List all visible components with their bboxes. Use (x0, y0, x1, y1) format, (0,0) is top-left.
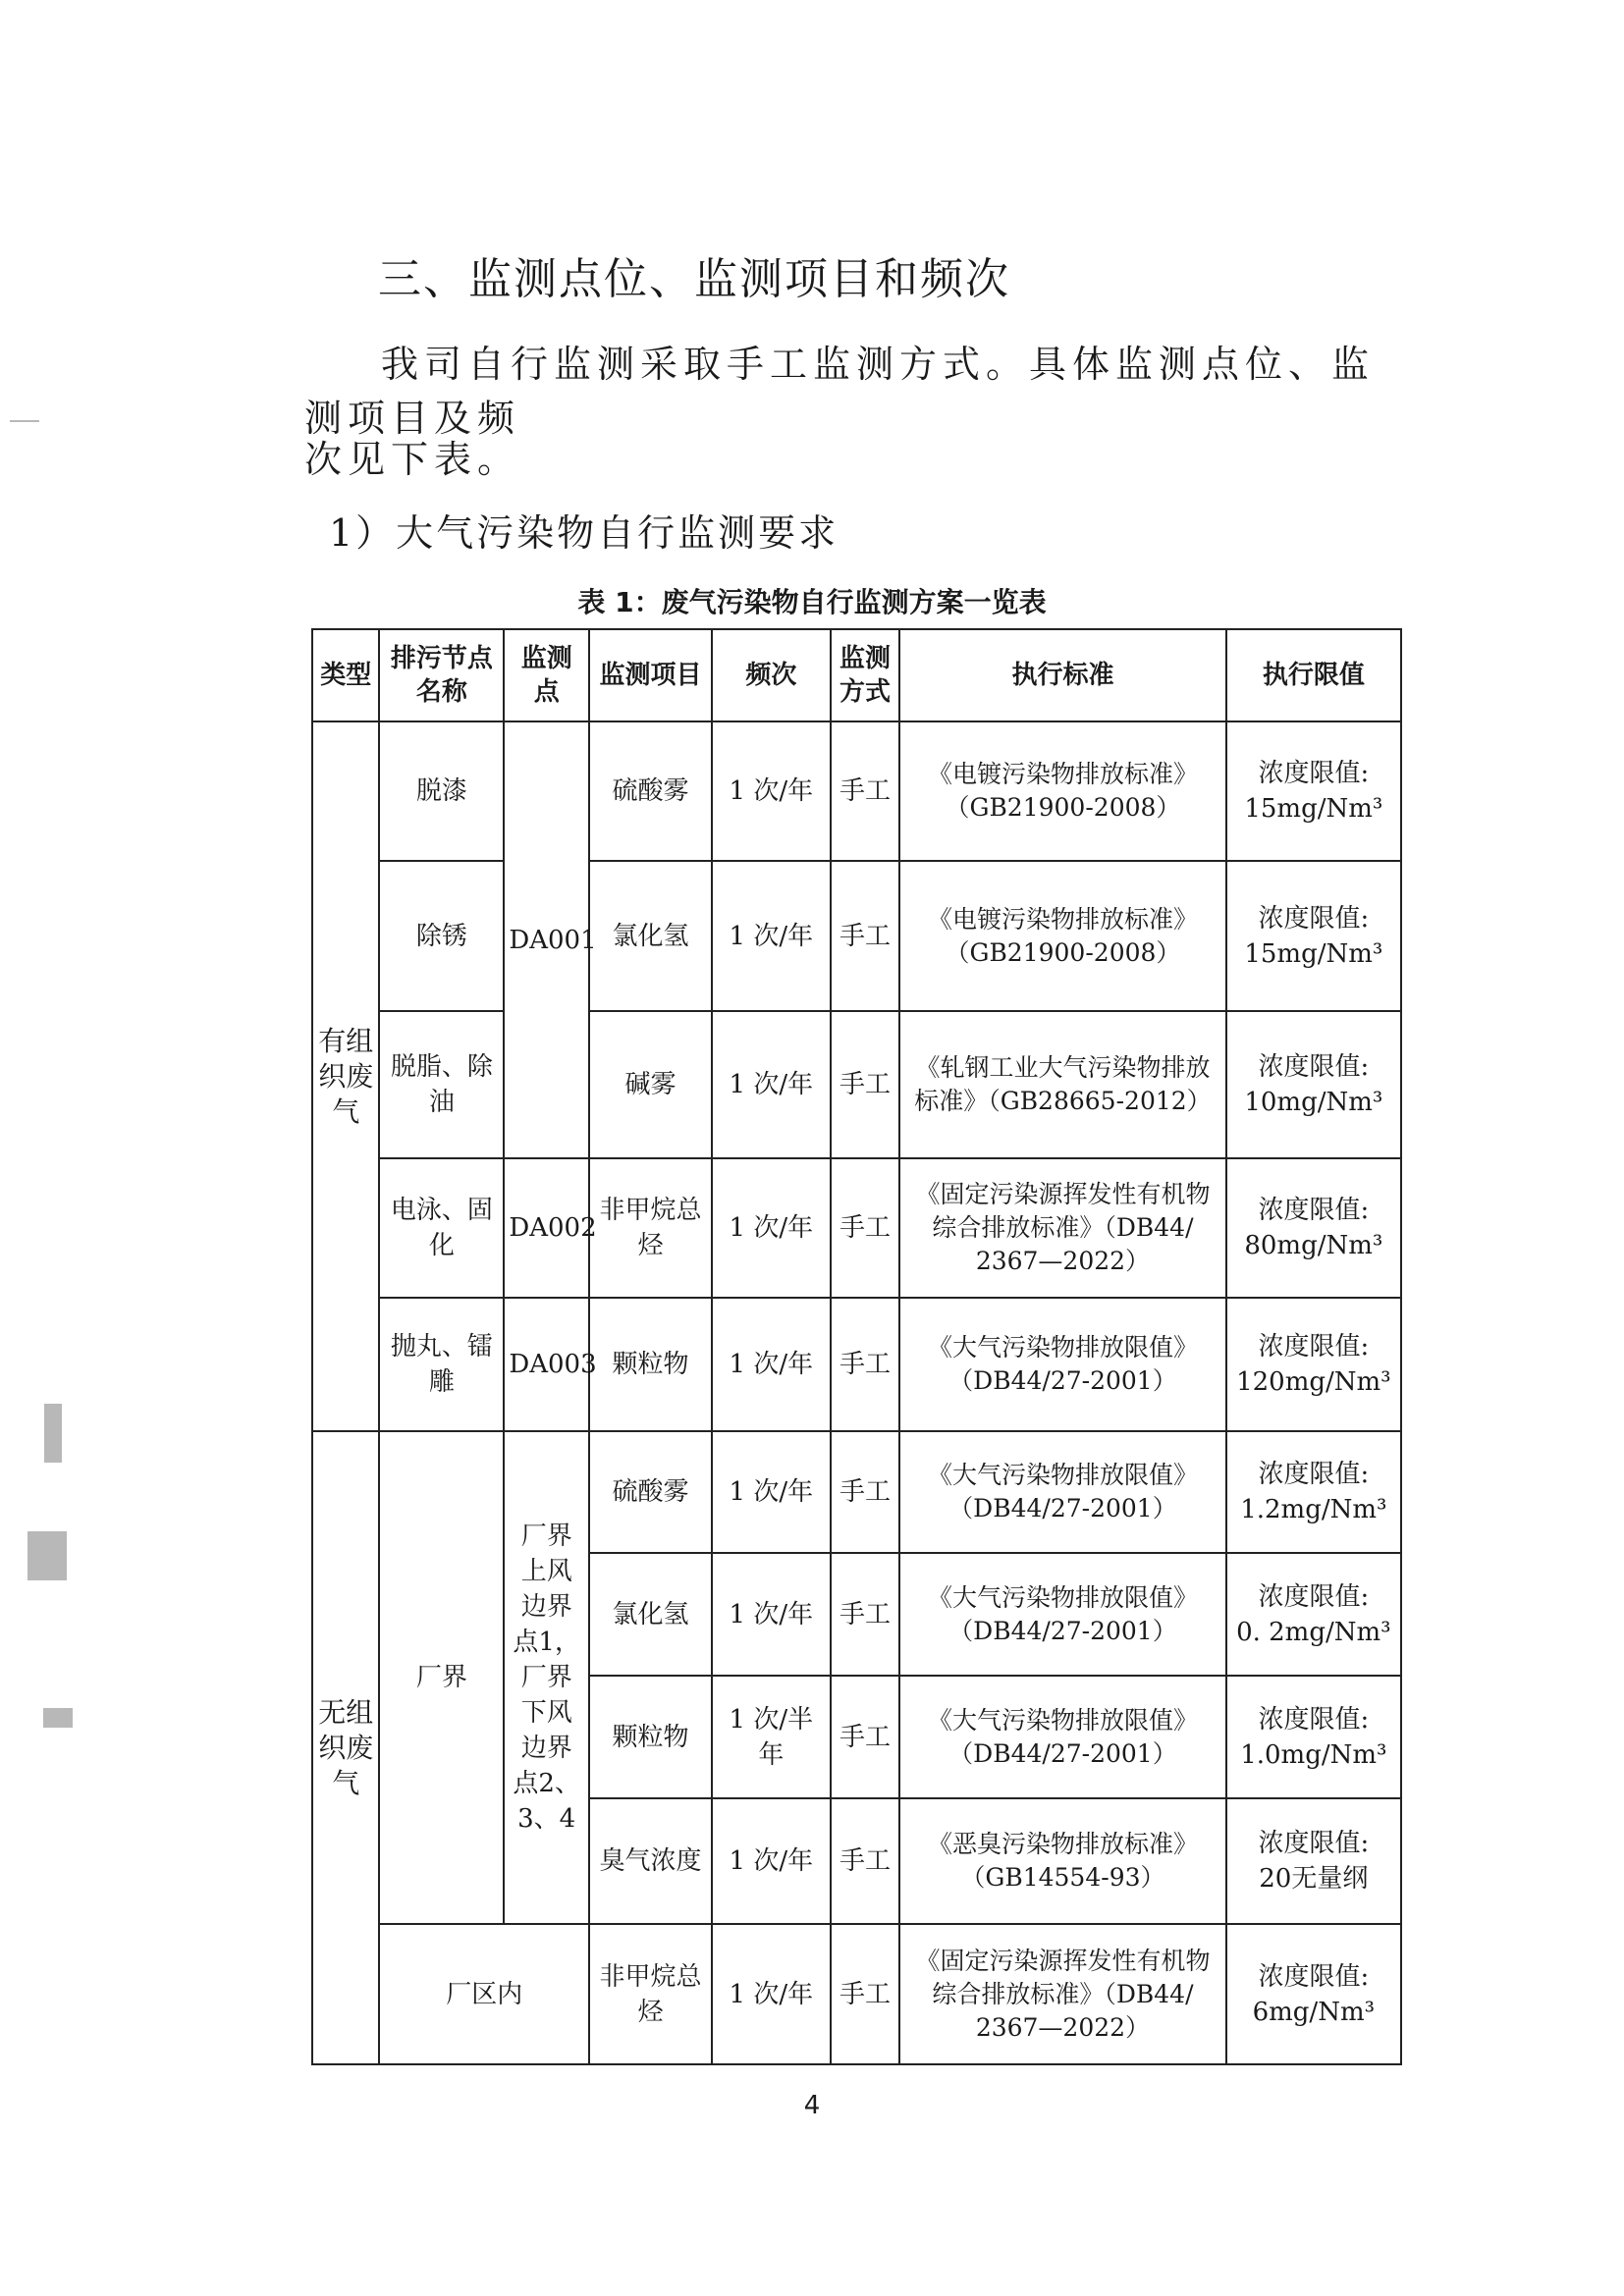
header-method: 监测方式 (831, 629, 900, 721)
limit-label: 浓度限值: (1258, 1829, 1370, 1858)
item-cell: 颗粒物 (589, 1298, 712, 1431)
limit-cell (1226, 861, 1401, 1011)
method-cell: 手工 (831, 721, 900, 861)
freq-cell: 1 次/半年 (712, 1676, 831, 1798)
limit-label: 浓度限值: (1258, 1332, 1370, 1362)
method-cell: 手工 (831, 1676, 900, 1798)
limit-label: 浓度限值: (1258, 1460, 1370, 1489)
limit-label: 浓度限值: (1258, 1581, 1370, 1612)
node-cell: 电泳、固化 (379, 1158, 504, 1298)
freq-cell: 1 次/年 (712, 861, 831, 1011)
limit-value: 80mg/Nm³ (1244, 1231, 1383, 1260)
limit-label: 浓度限值: (1258, 1196, 1370, 1225)
limit-value: 6mg/Nm³ (1252, 1997, 1376, 2027)
limit-cell (1226, 1298, 1401, 1431)
method-cell: 手工 (831, 1158, 900, 1298)
method-cell: 手工 (831, 861, 900, 1011)
item-cell: 氯化氢 (589, 861, 712, 1011)
type-unorganized: 无组织废气 (312, 1431, 379, 2064)
item-cell: 臭气浓度 (589, 1798, 712, 1924)
item-cell: 硫酸雾 (589, 1431, 712, 1553)
point-cell: DA002 (504, 1158, 589, 1298)
method-cell: 手工 (831, 1431, 900, 1553)
method-cell: 手工 (831, 1553, 900, 1676)
table-header-row (312, 629, 1401, 721)
limit-value: 1.0mg/Nm³ (1240, 1739, 1387, 1770)
subsection-heading: 1）大气污染物自行监测要求 (329, 511, 839, 555)
header-point: 监测点 (504, 629, 589, 721)
table-caption: 表 1：废气污染物自行监测方案一览表 (577, 586, 1047, 618)
item-cell: 颗粒物 (589, 1676, 712, 1798)
limit-cell (1226, 721, 1401, 861)
table-row (312, 1011, 1401, 1158)
node-cell: 抛丸、镭雕 (379, 1298, 504, 1431)
item-cell: 非甲烷总烃 (589, 1924, 712, 2064)
limit-value: 120mg/Nm³ (1236, 1367, 1391, 1397)
table-row (312, 1298, 1401, 1431)
header-item: 监测项目 (589, 629, 712, 721)
method-cell: 手工 (831, 1924, 900, 2064)
limit-label: 浓度限值: (1258, 1961, 1370, 1992)
freq-cell: 1 次/年 (712, 1924, 831, 2064)
limit-cell (1226, 1924, 1401, 2064)
standard-cell: 《固定污染源挥发性有机物综合排放标准》（DB44/ 2367—2022） (899, 1158, 1225, 1298)
limit-label: 浓度限值: (1258, 1052, 1370, 1082)
freq-cell: 1 次/年 (712, 1798, 831, 1924)
standard-cell: 《大气污染物排放限值》（DB44/27-2001） (899, 1431, 1225, 1553)
header-standard: 执行标准 (899, 629, 1225, 721)
freq-cell: 1 次/年 (712, 721, 831, 861)
method-cell: 手工 (831, 1798, 900, 1924)
method-cell: 手工 (831, 1011, 900, 1158)
table-row (312, 861, 1401, 1011)
node-cell: 脱漆 (379, 721, 504, 861)
method-cell: 手工 (831, 1298, 900, 1431)
freq-cell: 1 次/年 (712, 1431, 831, 1553)
header-frequency: 频次 (712, 629, 831, 721)
limit-cell (1226, 1431, 1401, 1553)
node-plant: 厂区内 (379, 1924, 589, 2064)
limit-label: 浓度限值: (1258, 759, 1370, 788)
limit-label: 浓度限值: (1258, 1704, 1370, 1735)
standard-cell: 《电镀污染物排放标准》（GB21900-2008） (899, 861, 1225, 1011)
limit-cell (1226, 1011, 1401, 1158)
limit-value: 0. 2mg/Nm³ (1236, 1617, 1391, 1647)
point-da001: DA001 (504, 721, 589, 1158)
node-boundary: 厂界 (379, 1431, 504, 1924)
freq-cell: 1 次/年 (712, 1158, 831, 1298)
table-row (312, 1431, 1401, 1553)
node-cell: 脱脂、除油 (379, 1011, 504, 1158)
limit-value: 20无量纲 (1259, 1864, 1369, 1894)
freq-cell: 1 次/年 (712, 1298, 831, 1431)
limit-value: 15mg/Nm³ (1244, 938, 1383, 969)
limit-cell (1226, 1798, 1401, 1924)
limit-value: 15mg/Nm³ (1244, 794, 1383, 824)
standard-cell: 《固定污染源挥发性有机物综合排放标准》（DB44/ 2367—2022） (899, 1924, 1225, 2064)
type-organized: 有组织废气 (312, 721, 379, 1431)
limit-label: 浓度限值: (1258, 903, 1370, 934)
point-boundary: 厂界上风边界点1，厂界下风边界点2、3、4 (504, 1431, 589, 1924)
table-row (312, 1924, 1401, 2064)
limit-cell (1226, 1158, 1401, 1298)
freq-cell: 1 次/年 (712, 1011, 831, 1158)
scan-speck (10, 420, 39, 422)
item-cell: 氯化氢 (589, 1553, 712, 1676)
item-cell: 硫酸雾 (589, 721, 712, 861)
scan-speck (27, 1531, 67, 1580)
header-type: 类型 (312, 629, 379, 721)
limit-value: 1.2mg/Nm³ (1240, 1495, 1387, 1524)
monitoring-table (311, 628, 1402, 2065)
standard-cell: 《大气污染物排放限值》（DB44/27-2001） (899, 1298, 1225, 1431)
table-row (312, 721, 1401, 861)
limit-cell (1226, 1553, 1401, 1676)
item-cell: 非甲烷总烃 (589, 1158, 712, 1298)
standard-cell: 《恶臭污染物排放标准》（GB14554-93） (899, 1798, 1225, 1924)
header-node: 排污节点名称 (379, 629, 504, 721)
scan-speck (43, 1708, 73, 1728)
standard-cell: 《电镀污染物排放标准》（GB21900-2008） (899, 721, 1225, 861)
header-limit: 执行限值 (1226, 629, 1401, 721)
table-row (312, 1158, 1401, 1298)
standard-cell: 《大气污染物排放限值》（DB44/27-2001） (899, 1553, 1225, 1676)
limit-cell (1226, 1676, 1401, 1798)
page-number: 4 (803, 2091, 821, 2120)
point-cell: DA003 (504, 1298, 589, 1431)
freq-cell: 1 次/年 (712, 1553, 831, 1676)
standard-cell: 《轧钢工业大气污染物排放标准》（GB28665-2012） (899, 1011, 1225, 1158)
limit-value: 10mg/Nm³ (1244, 1088, 1383, 1117)
standard-cell: 《大气污染物排放限值》（DB44/27-2001） (899, 1676, 1225, 1798)
scan-speck (44, 1404, 62, 1463)
item-cell: 碱雾 (589, 1011, 712, 1158)
node-cell: 除锈 (379, 861, 504, 1011)
intro-paragraph-line1: 我司自行监测采取手工监测方式。具体监测点位、监测项目及频 (304, 343, 1376, 440)
section-heading: 三、监测点位、监测项目和频次 (378, 254, 1010, 304)
intro-paragraph-line2: 次见下表。 (304, 438, 521, 481)
